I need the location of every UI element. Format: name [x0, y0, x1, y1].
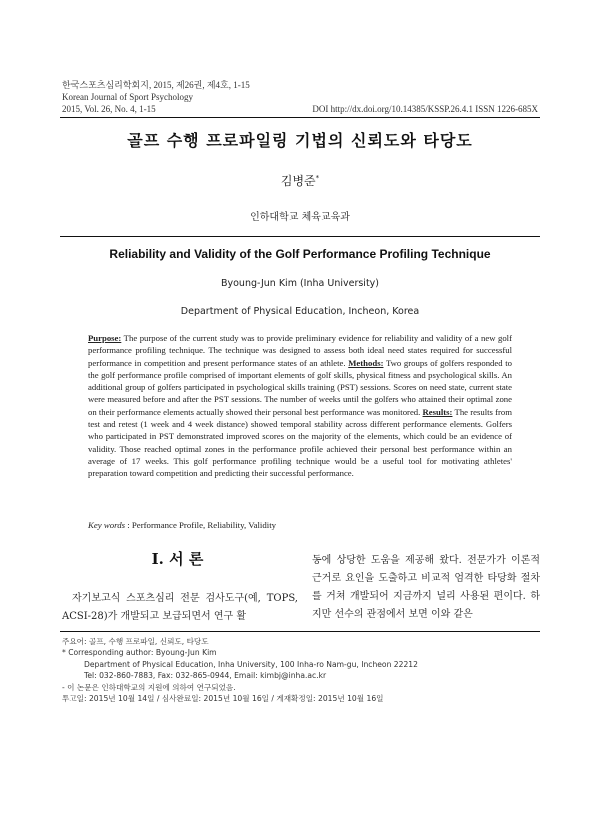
author-ko: [0, 172, 600, 189]
title-rule: [60, 236, 540, 237]
purpose-text: The purpose of the current study was to provide preliminary evidence for reliability and validity of a new golf performance profiling technique. The technique was designed to assess both ideal need states required for successful performance in competition and present performance states of an athlete.: [88, 333, 512, 368]
body-right-column: 동에 상당한 도움을 제공해 왔다. 전문가가 이론적 근거로 요인을 도출하고 비교적 엄격한 타당화 절차를 거쳐 개발되어 지금까지 널리 사용된 편이다. 하지만 선수의 관점에서 보면 이와 같은: [312, 555, 540, 620]
journal-volume: 2015, Vol. 26, No. 4, 1-15: [62, 104, 156, 114]
methods-label: Methods:: [348, 357, 384, 368]
footnote-contact: Tel: 032-860-7883, Fax: 032-865-0944, Email: kimbj@inha.ac.kr: [84, 671, 327, 681]
footnote-corresponding: * Corresponding author: Byoung-Jun Kim: [62, 648, 217, 658]
body-left-column: 자기보고식 스포츠심리 전문 검사도구(예, TOPS, ACSI-28)가 개발되고 보급되면서 연구 활: [62, 593, 298, 622]
section-heading: I. 서 론: [151, 550, 204, 568]
doi-issn: DOI http://dx.doi.org/10.14385/KSSP.26.4.1 ISSN 1226-685X: [312, 104, 538, 114]
journal-header-en: Korean Journal of Sport Psychology: [62, 92, 193, 102]
purpose-label: Purpose:: [88, 333, 122, 343]
footnote-funding: - 이 논문은 인하대학교의 지원에 의하여 연구되었음.: [62, 682, 236, 692]
affiliation-ko: 인하대학교 체육교육과: [250, 212, 350, 223]
paper-title-ko: 골프 수행 프로파일링 기법의 신뢰도와 타당도: [127, 131, 473, 150]
header-rule: [60, 117, 540, 118]
footnote-dates: 투고일: 2015년 10월 14일 / 심사완료일: 2015년 10월 16일 / 게재확정일: 2015년 10월 16일: [62, 694, 384, 704]
affiliation-en: Department of Physical Education, Incheon, Korea: [180, 306, 420, 317]
footnote-address: Department of Physical Education, Inha University, 100 Inha-ro Nam-gu, Incheon 22212: [84, 659, 418, 669]
methods-text: Two groups of golfers responded to the golf performance profile comprised of important elements of golf skills, physical fitness and psychological skills. An additional group of golfers participated in psychological skills training (PST) sessions. Scores on need state, current state were measured before and after the PST sessions. The number of weeks until the golfers who attained their optimal zone on their performance elements actually showed their personal best performance was monitored.: [88, 357, 512, 417]
keywords-label: Key words: [88, 520, 126, 530]
author-ko-name: 김병준: [280, 174, 316, 188]
results-label: Results:: [422, 406, 453, 417]
results-text: The results from test and retest (1 week and 4 week distance) showed temporal stability across different performance elements. Golfers who participated in PST demonstrated improved scores on the majority of the elements, which could be an evidence of validity. Those reached optimal zones in the performance profile achieved their personal best performance within an average of 17 weeks. This golf performance profiling technique would be a useful tool for motivating athletes' preparation toward competition and predicting their successful performance.: [88, 406, 513, 479]
footnotes: [62, 636, 542, 704]
paper-title-en: Reliability and Validity of the Golf Performance Profiling Technique: [109, 247, 491, 261]
footnote-rule: [60, 631, 540, 632]
keywords: [88, 520, 512, 530]
keywords-text: : Performance Profile, Reliability, Validity: [125, 520, 277, 530]
footnote-keywords-ko: 주요어: 골프, 수행 프로파일, 신뢰도, 타당도: [62, 637, 209, 646]
journal-header-ko: 한국스포츠심리학회지, 2015, 제26권, 제4호, 1-15: [62, 80, 250, 90]
author-ko-mark: *: [315, 174, 320, 182]
abstract: [88, 332, 512, 480]
author-en: Byoung-Jun Kim (Inha University): [220, 278, 379, 289]
